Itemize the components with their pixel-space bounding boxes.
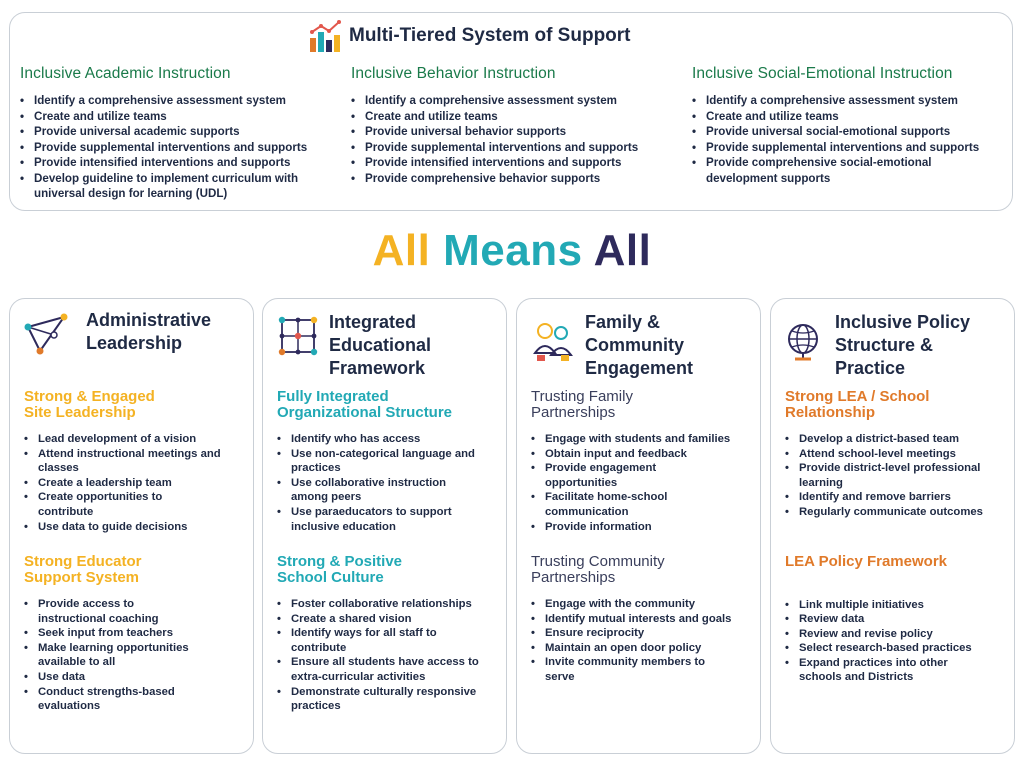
list-item: • Develop a district-based team bbox=[785, 432, 1007, 447]
list-item: • Link multiple initiatives bbox=[785, 598, 1007, 613]
card-title: Administrative Leadership bbox=[86, 310, 212, 353]
column-heading: Inclusive Social-Emotional Instruction bbox=[692, 65, 953, 82]
card-section bbox=[531, 389, 753, 534]
list-item: • Provide information bbox=[531, 520, 753, 535]
list-item: • Engage with the community bbox=[531, 597, 753, 612]
list-item: • Lead development of a vision bbox=[24, 432, 246, 447]
section-heading: Trusting Family Partnerships bbox=[531, 388, 633, 421]
mtss-header bbox=[307, 18, 631, 54]
list-item: • Provide intensified interventions and supports bbox=[351, 155, 671, 171]
list-item: • Ensure all students have access to extra-curricular activities bbox=[277, 655, 509, 684]
list-item: • Make learning opportunities available to all bbox=[24, 641, 223, 670]
tagline-word-all: All bbox=[372, 226, 431, 275]
mtss-column-academic bbox=[20, 65, 340, 202]
bullet-list bbox=[24, 597, 246, 714]
grid-network-icon bbox=[277, 315, 319, 357]
tagline-word-all-2: All bbox=[593, 226, 652, 275]
bullet-list bbox=[24, 432, 246, 534]
card-header bbox=[24, 309, 253, 355]
list-item: • Create a leadership team bbox=[24, 476, 246, 491]
list-item: • Provide access to instructional coaching bbox=[24, 597, 188, 626]
section-heading: Trusting Community Partnerships bbox=[531, 553, 665, 586]
card-title: Inclusive Policy Structure & Practice bbox=[835, 312, 971, 378]
mtss-panel bbox=[9, 12, 1013, 211]
card-title: Integrated Educational Framework bbox=[329, 312, 432, 378]
list-item: • Ensure reciprocity bbox=[531, 626, 753, 641]
list-item: • Facilitate home-school communication bbox=[531, 490, 705, 519]
card-section bbox=[24, 554, 246, 714]
community-icon bbox=[531, 319, 575, 363]
card-section bbox=[24, 389, 246, 534]
list-item: • Review and revise policy bbox=[785, 627, 1007, 642]
card-header bbox=[531, 311, 710, 380]
list-item: • Identify a comprehensive assessment system bbox=[692, 93, 1007, 109]
bullet-list bbox=[785, 432, 1007, 520]
list-item: • Provide universal behavior supports bbox=[351, 124, 671, 140]
list-item: • Provide comprehensive social-emotional development supports bbox=[692, 155, 966, 186]
mtss-column-behavior bbox=[351, 65, 671, 186]
tagline-word-means: Means bbox=[443, 226, 583, 275]
list-item: • Identify a comprehensive assessment system bbox=[20, 93, 340, 109]
bullet-list bbox=[531, 432, 753, 534]
mtss-column-social-emotional bbox=[692, 65, 1007, 186]
list-item: • Use data to guide decisions bbox=[24, 520, 246, 535]
list-item: • Develop guideline to implement curriculum with universal design for learning (UDL) bbox=[20, 171, 314, 202]
section-heading: LEA Policy Framework bbox=[785, 553, 947, 570]
card-administrative-leadership bbox=[9, 298, 254, 754]
network-triangle-icon bbox=[24, 311, 68, 355]
bullet-list bbox=[277, 597, 499, 714]
card-header bbox=[277, 311, 459, 380]
list-item: • Provide intensified interventions and supports bbox=[20, 155, 340, 171]
list-item: • Attend school-level meetings bbox=[785, 447, 1007, 462]
section-heading: Strong Educator Support System bbox=[24, 553, 142, 586]
list-item: • Use non-categorical language and practices bbox=[277, 447, 509, 476]
section-heading: Strong & Positive School Culture bbox=[277, 553, 403, 586]
card-section bbox=[785, 389, 1007, 520]
card-header bbox=[785, 311, 985, 380]
card-section bbox=[277, 389, 499, 534]
list-item: • Create and utilize teams bbox=[351, 109, 671, 125]
mtss-title: Multi-Tiered System of Support bbox=[349, 25, 631, 46]
list-item: • Provide engagement opportunities bbox=[531, 461, 695, 490]
list-item: • Create and utilize teams bbox=[692, 109, 1007, 125]
list-item: • Identify and remove barriers bbox=[785, 490, 1007, 505]
list-item: • Provide universal social-emotional supports bbox=[692, 124, 1007, 140]
list-item: • Provide district-level professional learning bbox=[785, 461, 1014, 490]
list-item: • Regularly communicate outcomes bbox=[785, 505, 1007, 520]
card-integrated-educational-framework bbox=[262, 298, 507, 754]
column-heading: Inclusive Behavior Instruction bbox=[351, 65, 556, 82]
list-item: • Provide supplemental interventions and supports bbox=[351, 140, 671, 156]
list-item: • Review data bbox=[785, 612, 1007, 627]
list-item: • Select research-based practices bbox=[785, 641, 1007, 656]
list-item: • Create a shared vision bbox=[277, 612, 499, 627]
list-item: • Attend instructional meetings and classes bbox=[24, 447, 223, 476]
list-item: • Provide universal academic supports bbox=[20, 124, 340, 140]
card-title: Family & Community Engagement bbox=[585, 312, 694, 378]
list-item: • Foster collaborative relationships bbox=[277, 597, 499, 612]
bullet-list bbox=[20, 93, 340, 202]
bullet-list bbox=[277, 432, 499, 534]
list-item: • Create opportunities to contribute bbox=[24, 490, 178, 519]
list-item: • Create and utilize teams bbox=[20, 109, 340, 125]
list-item: • Provide supplemental interventions and supports bbox=[692, 140, 1007, 156]
card-section bbox=[277, 554, 499, 714]
list-item: • Use data bbox=[24, 670, 246, 685]
bullet-list bbox=[531, 597, 753, 685]
tagline bbox=[0, 226, 1024, 276]
list-item: • Obtain input and feedback bbox=[531, 447, 753, 462]
globe-icon bbox=[785, 321, 825, 361]
list-item: • Identify mutual interests and goals bbox=[531, 612, 753, 627]
bullet-list bbox=[351, 93, 671, 186]
list-item: • Engage with students and families bbox=[531, 432, 753, 447]
list-item: • Use paraeducators to support inclusive education bbox=[277, 505, 501, 534]
list-item: • Seek input from teachers bbox=[24, 626, 246, 641]
list-item: • Invite community members to serve bbox=[531, 655, 730, 684]
list-item: • Identify a comprehensive assessment system bbox=[351, 93, 671, 109]
list-item: • Identify who has access bbox=[277, 432, 499, 447]
section-heading: Strong LEA / School Relationship bbox=[785, 388, 930, 421]
chart-icon bbox=[307, 18, 343, 54]
bullet-list bbox=[692, 93, 1007, 186]
card-inclusive-policy bbox=[770, 298, 1015, 754]
section-heading: Strong & Engaged Site Leadership bbox=[24, 388, 155, 421]
bullet-list bbox=[785, 598, 1007, 686]
card-section bbox=[785, 554, 1007, 685]
list-item: • Provide comprehensive behavior supports bbox=[351, 171, 671, 187]
section-heading: Fully Integrated Organizational Structure bbox=[277, 388, 453, 421]
list-item: • Conduct strengths-based evaluations bbox=[24, 685, 203, 714]
list-item: • Provide supplemental interventions and supports bbox=[20, 140, 340, 156]
list-item: • Demonstrate culturally responsive practices bbox=[277, 685, 506, 714]
column-heading: Inclusive Academic Instruction bbox=[20, 65, 231, 82]
card-family-community-engagement bbox=[516, 298, 761, 754]
card-section bbox=[531, 554, 753, 685]
list-item: • Identify ways for all staff to contribute bbox=[277, 626, 481, 655]
list-item: • Use collaborative instruction among peers bbox=[277, 476, 476, 505]
list-item: • Maintain an open door policy bbox=[531, 641, 753, 656]
list-item: • Expand practices into other schools and Districts bbox=[785, 656, 984, 685]
